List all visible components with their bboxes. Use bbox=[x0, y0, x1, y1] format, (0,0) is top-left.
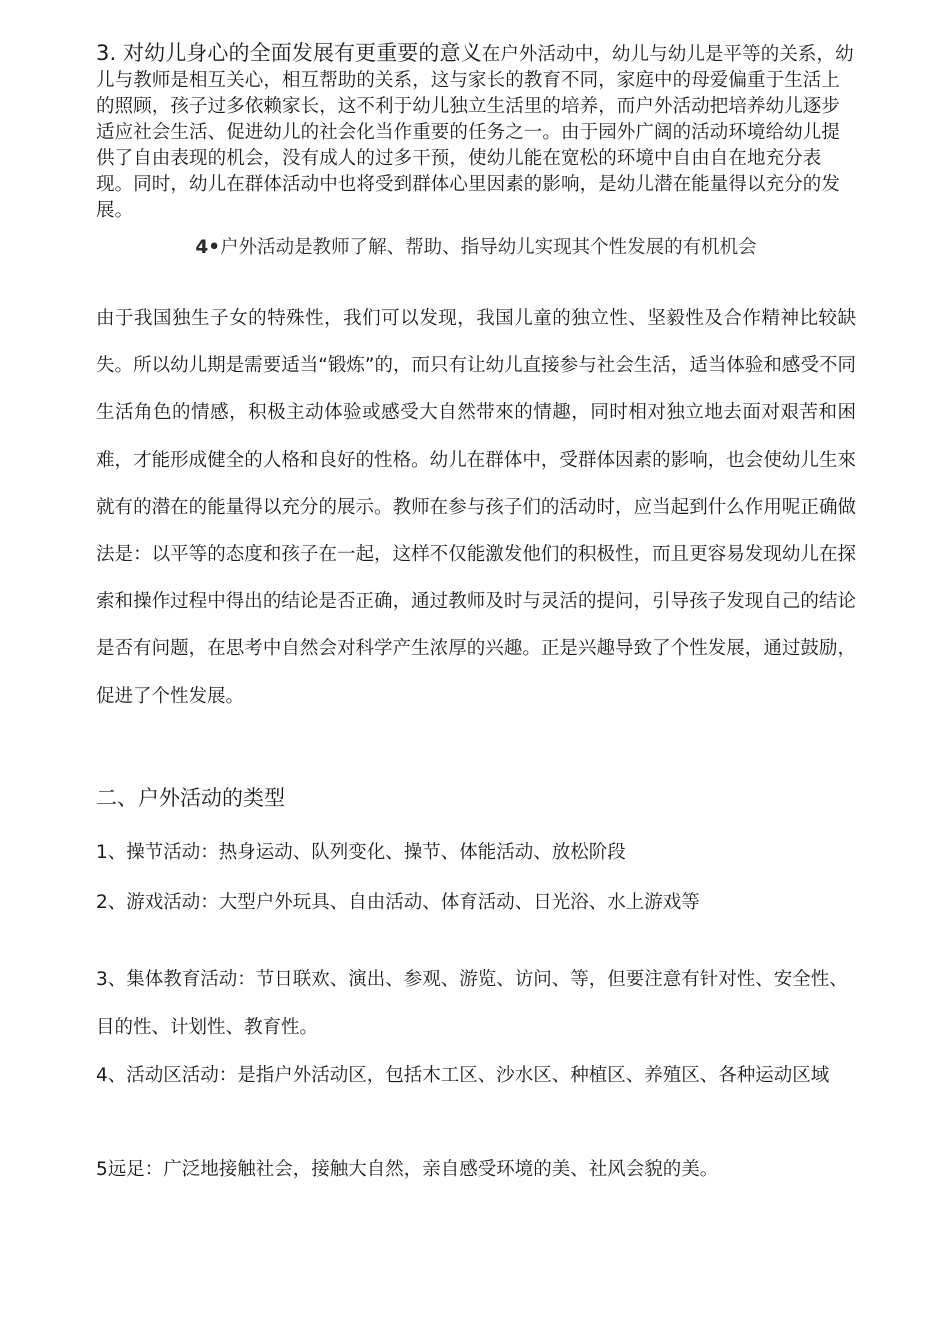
activity-type-item-2: 2、游戏活动：大型户外玩具、自由活动、体育活动、日光浴、水上游戏等 bbox=[96, 892, 700, 913]
section-4-heading-text: 户外活动是教师了解、帮助、指导幼儿实现其个性发展的有机机会 bbox=[220, 237, 757, 258]
section-4-body: 由于我国独生子女的特殊性，我们可以发现，我国儿童的独立性、坚毅性及合作精神比较缺失。所以幼儿期是需要适当“锻炼”的，而只有让幼儿直接参与社会生活，适当体验和感受不同生活角色的情感，积极主动体验或感受大自然带來的情趣，同时相对独立地去面对艰苦和困难，才能形成健全的人格和良好的性格。幼儿在群体中，受群体因素的影响，也会使幼儿生來就有的潜在的能量得以充分的展示。教师在参与孩子们的活动时，应当起到什么作用呢正确做法是：以平等的态度和孩子在一起，这样不仅能激发他们的积极性，而且更容易发现幼儿在探索和操作过程中得出的结论是否正确，通过教师及时与灵活的提问，引导孩子发现自己的结论是否有问题，在思考中自然会对科学产生浓厚的兴趣。正是兴趣导致了个性发展，通过鼓励，促进了个性发展。 bbox=[96, 308, 856, 707]
section-4-number: 4• bbox=[195, 237, 221, 258]
section-3-body: 在户外活动中，幼儿与幼儿是平等的关系，幼儿与教师是相互关心，相互帮助的关系，这与家长的教育不同，家庭中的母爱偏重于生活上的照顾，孩子过多依赖家长，这不利于幼儿独立生活里的培养，而户外活动把培养幼儿逐步适应社会生活、促进幼儿的社会化当作重要的任务之一。由于园外广阔的活动环境给幼儿提供了自由表现的机会，没有成人的过多干预，使幼儿能在宽松的环境中自由自在地充分表现。同时，幼儿在群体活动中也将受到群体心里因素的影响，是幼儿潜在能量得以充分的发展。 bbox=[96, 44, 854, 221]
activity-type-item-1: 1、操节活动：热身运动、队列变化、操节、体能活动、放松阶段 bbox=[96, 842, 626, 863]
part-2-title: 二、户外活动的类型 bbox=[96, 786, 285, 810]
activity-type-item-4: 4、活动区活动：是指户外活动区，包括木工区、沙水区、种植区、养殖区、各种运动区域 bbox=[96, 1065, 830, 1086]
activity-type-item-3: 3、集体教育活动：节日联欢、演出、参观、游览、访问、等，但要注意有针对性、安全性、目的性、计划性、教育性。 bbox=[96, 969, 848, 1038]
section-3-paragraph bbox=[96, 40, 856, 224]
section-4-heading bbox=[96, 234, 856, 262]
section-3-heading: 3. 对幼儿身心的全面发展有更重要的意义 bbox=[96, 41, 482, 65]
activity-type-item-5: 5远足：广泛地接触社会，接触大自然，亲自感受环境的美、社风会貌的美。 bbox=[96, 1159, 719, 1180]
